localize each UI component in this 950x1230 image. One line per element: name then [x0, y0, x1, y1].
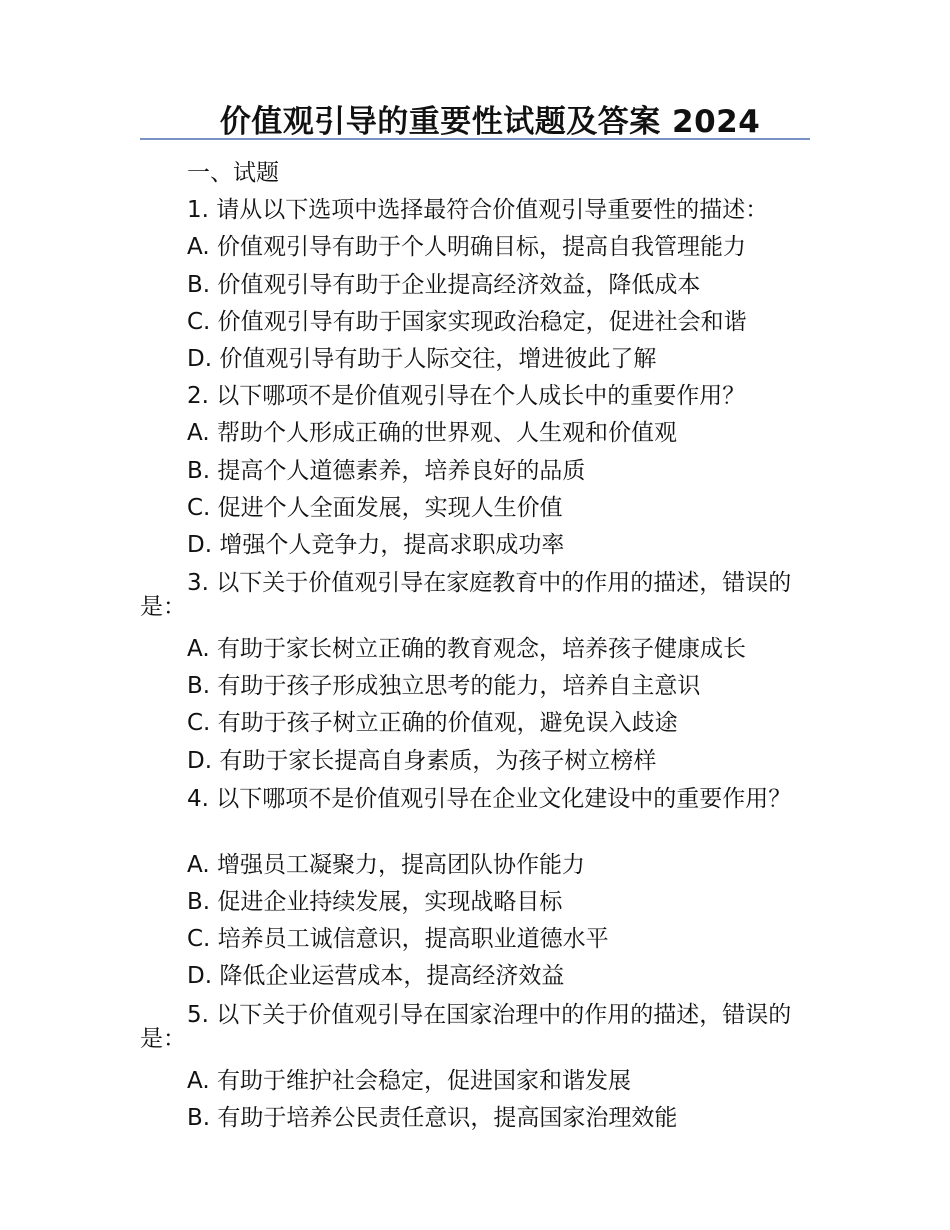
question-2: 2. 以下哪项不是价值观引导在个人成长中的重要作用？ [187, 383, 746, 410]
question-1-option-b: B. 价值观引导有助于企业提高经济效益，降低成本 [187, 271, 701, 298]
question-2-option-b: B. 提高个人道德素养，培养良好的品质 [187, 457, 586, 484]
document-body [140, 155, 820, 1137]
question-1: 1. 请从以下选项中选择最符合价值观引导重要性的描述： [187, 197, 769, 224]
question-2-option-c: C. 促进个人全面发展，实现人生价值 [187, 494, 563, 521]
question-4-option-b: B. 促进企业持续发展，实现战略目标 [187, 889, 563, 915]
question-1-option-d: D. 价值观引导有助于人际交往，增进彼此了解 [187, 345, 657, 372]
question-3-option-a: A. 有助于家长树立正确的教育观念，培养孩子健康成长 [187, 636, 746, 663]
question-1-option-a: A. 价值观引导有助于个人明确目标，提高自我管理能力 [187, 234, 746, 261]
question-1-option-c: C. 价值观引导有助于国家实现政治稳定，促进社会和谐 [187, 308, 747, 335]
question-4-option-c: C. 培养员工诚信意识，提高职业道德水平 [187, 926, 609, 953]
question-3-option-b: B. 有助于孩子形成独立思考的能力，培养自主意识 [187, 673, 701, 700]
question-5-option-a: A. 有助于维护社会稳定，促进国家和谐发展 [187, 1067, 631, 1094]
question-3-option-c: C. 有助于孩子树立正确的价值观，避免误入歧途 [187, 710, 678, 737]
document-title: 价值观引导的重要性试题及答案 2024 [219, 104, 761, 140]
question-4: 4. 以下哪项不是价值观引导在企业文化建设中的重要作用？ [187, 785, 792, 812]
question-2-option-d: D. 增强个人竞争力，提高求职成功率 [187, 531, 565, 558]
question-5-option-b: B. 有助于培养公民责任意识，提高国家治理效能 [187, 1104, 678, 1131]
question-3: 3. 以下关于价值观引导在家庭教育中的作用的描述，错误的是： [140, 570, 792, 621]
title-underline [140, 138, 810, 140]
question-4-option-a: A. 增强员工凝聚力，提高团队协作能力 [187, 851, 585, 878]
question-5: 5. 以下关于价值观引导在国家治理中的作用的描述，错误的是： [140, 1001, 792, 1052]
section-heading: 一、试题 [187, 160, 279, 186]
question-2-option-a: A. 帮助个人形成正确的世界观、人生观和价值观 [187, 420, 677, 447]
question-3-option-d: D. 有助于家长提高自身素质，为孩子树立榜样 [187, 747, 657, 774]
question-4-option-d: D. 降低企业运营成本，提高经济效益 [187, 963, 565, 990]
